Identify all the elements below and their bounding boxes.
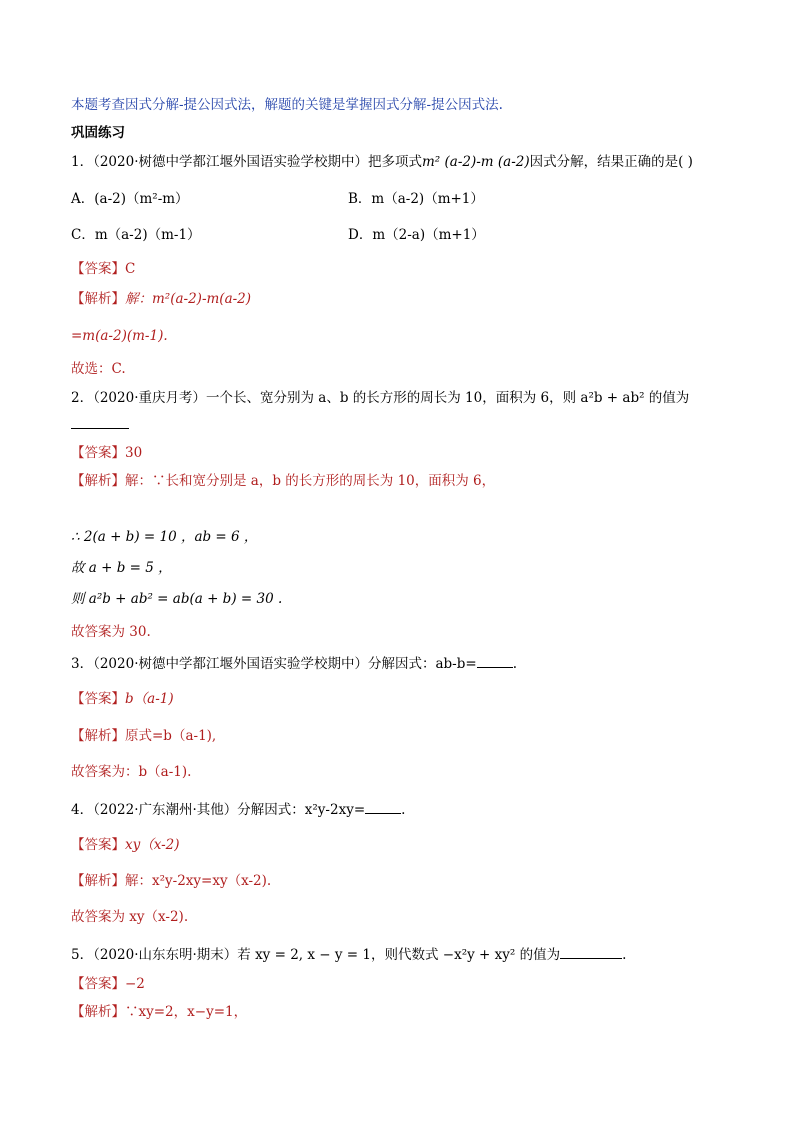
question-1-option-d: D．m（2-a)（m+1）	[348, 227, 485, 243]
answer-blank	[560, 946, 622, 959]
question-5-answer: 【答案】−2	[71, 976, 145, 992]
question-5-stem: 5．（2020·山东东明·期末）若 xy = 2, x − y = 1，则代数式 −x²y + xy² 的值为 .	[71, 947, 627, 963]
question-4-analysis: 【解析】解：x²y-2xy=xy（x-2).	[71, 873, 272, 889]
question-2-step-2: 故 a + b = 5 ，	[71, 560, 172, 576]
intro-text: 本题考查因式分解-提公因式法，解题的关键是掌握因式分解-提公因式法.	[71, 97, 503, 113]
question-1-analysis: 【解析】解：m²(a-2)-m(a-2)	[71, 291, 252, 307]
answer-blank	[71, 416, 129, 429]
question-2-step-3: 则 a²b + ab² = ab(a + b) = 30 .	[71, 591, 283, 607]
question-2-answer: 【答案】30	[71, 445, 143, 461]
question-1-answer: 【答案】C	[71, 261, 136, 277]
question-4-answer: 【答案】xy（x-2)	[71, 837, 180, 853]
question-2-conclusion: 故答案为 30.	[71, 624, 151, 640]
answer-blank	[477, 655, 513, 668]
question-4-conclusion: 故答案为 xy（x-2).	[71, 909, 189, 925]
question-2-analysis: 【解析】解：∵长和宽分别是 a，b 的长方形的周长为 10，面积为 6，	[71, 473, 496, 489]
question-1-analysis-step: =m(a-2)(m-1).	[71, 328, 168, 344]
question-2-step-1: ∴ 2(a + b) = 10 ，ab = 6 ，	[71, 529, 258, 545]
question-3-stem: 3．（2020·树德中学都江堰外国语实验学校期中）分解因式：ab-b= .	[71, 656, 517, 672]
question-1-stem: 1．（2020·树德中学都江堰外国语实验学校期中）把多项式m² (a-2)-m (a-2)因式分解，结果正确的是( )	[71, 154, 693, 170]
question-1-option-a: A．(a-2)（m²-m）	[71, 191, 189, 207]
question-1-option-c: C．m（a-2)（m-1）	[71, 227, 201, 243]
question-2-blank	[71, 416, 129, 434]
question-3-answer: 【答案】b（a-1)	[71, 691, 174, 707]
question-3-conclusion: 故答案为：b（a-1).	[71, 764, 192, 780]
question-1-option-b: B．m（a-2)（m+1）	[348, 191, 484, 207]
question-3-analysis: 【解析】原式=b（a-1),	[71, 728, 217, 744]
section-title: 巩固练习	[71, 125, 125, 141]
question-2-stem: 2．（2020·重庆月考）一个长、宽分别为 a、b 的长方形的周长为 10，面积为 6，则 a²b + ab² 的值为	[71, 390, 690, 406]
question-4-stem: 4．（2022·广东潮州·其他）分解因式：x²y-2xy= .	[71, 802, 406, 818]
question-5-analysis: 【解析】∵xy=2，x−y=1，	[71, 1004, 248, 1020]
answer-blank	[365, 801, 401, 814]
question-1-conclusion: 故选：C.	[71, 361, 126, 377]
